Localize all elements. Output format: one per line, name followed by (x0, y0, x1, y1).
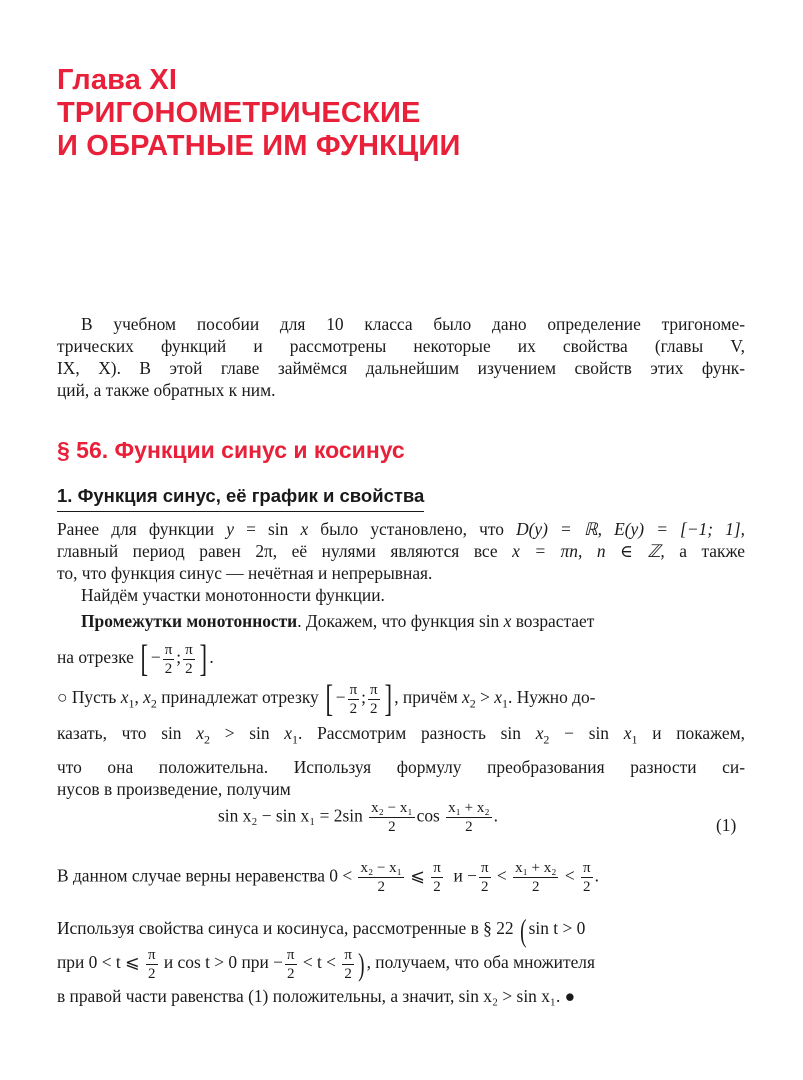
text-line: что она положительна. Используя формулу преобразования разности си- (57, 757, 745, 778)
text-line: главный период равен 2π, её нулями являются все x = πn, n ∈ ℤ, а также (57, 541, 745, 561)
intro-line: трических функций и рассмотрены некоторые их свойства (главы V, (57, 336, 745, 356)
formula-1: sin x₂ − sin x₁ = 2sin $\frac{\text{x₂ − x₁}}{2}$ cos $\frac{\text{x₁ + x₂}}{2}$ . (218, 800, 498, 835)
subsection-title: 1. Функция синус, её график и свойства (57, 485, 424, 512)
chapter-heading (57, 64, 461, 163)
using-line-3: в правой части равенства (1) положительны, а значит, sin x₂ > sin x₁. ● (57, 986, 576, 1006)
inequalities-line: В данном случае верны неравенства 0 < $\frac{\text{x₂ − x₁}}{2}$ ⩽ $\frac{\pi}{2}$ и − $\frac{\pi}{2}$ < $\frac{\text{x₁ + x₂}}{2}$ < $\frac{\pi}{2}$ . (57, 860, 599, 895)
fraction: $\frac{\pi}{2}$ (185, 641, 193, 677)
using-line: Используя свойства синуса и косинуса, рассмотренные в § 22 ( sin t > 0 (57, 912, 586, 948)
equation-number: (1) (716, 815, 737, 835)
segment-line: на отрезке [ − $\frac{\pi}{2}$ ; $\frac{\pi}{2}$ ] . (57, 638, 214, 680)
using-line-2: при 0 < t ⩽ $\frac{\pi}{2}$ и cos t > 0 при − $\frac{\pi}{2}$ < t < $\frac{\pi}{2}$ ) , получаем, что оба множителя (57, 946, 595, 982)
fraction: $\frac{\text{x₂ − x₁}}{2}$ (371, 800, 413, 835)
proof-line: ○ Пусть $x_1$, $x_2$ принадлежат отрезку [ − $\frac{\pi}{2}$ ; $\frac{\pi}{2}$ ] , причём $x_2 > x_1$. Нужно до- (57, 678, 596, 720)
intro-paragraph (57, 313, 745, 401)
monotonic-line: Промежутки монотонности. Докажем, что функция sin x возрастает (81, 611, 595, 631)
fraction: $\frac{\text{x₁ + x₂}}{2}$ (448, 800, 490, 835)
text-line: казать, что $\sin x_2 > \sin x_1$. Рассмотрим разность $\sin x_2 - \sin x_1$ и покажем, (57, 723, 746, 747)
section-title: § 56. Функции синус и косинус (57, 437, 405, 463)
text-line: Найдём участки монотонности функции. (81, 585, 385, 605)
chapter-label: Глава XI (57, 64, 178, 96)
chapter-title-line1: ТРИГОНОМЕТРИЧЕСКИЕ (57, 97, 421, 129)
fraction: $\frac{\pi}{2}$ (164, 641, 173, 677)
intro-line: IX, X). В этой главе займёмся дальнейшим изучением свойств этих функ- (57, 358, 745, 378)
text-line: то, что функция синус — нечётная и непрерывная. (57, 563, 433, 583)
intro-line: ций, а также обратных к ним. (57, 380, 276, 400)
text-line: нусов в произведение, получим (57, 779, 291, 800)
chapter-title-line2: И ОБРАТНЫЕ ИМ ФУНКЦИИ (57, 130, 461, 162)
text-line: Ранее для функции y = sin x было установлено, что D(y) = ℝ, E(y) = [−1; 1], (57, 519, 745, 539)
proof-paragraph (57, 722, 745, 800)
sine-properties-paragraph (57, 518, 745, 606)
intro-line: В учебном пособии для 10 класса было дано определение тригономе- (81, 314, 745, 334)
